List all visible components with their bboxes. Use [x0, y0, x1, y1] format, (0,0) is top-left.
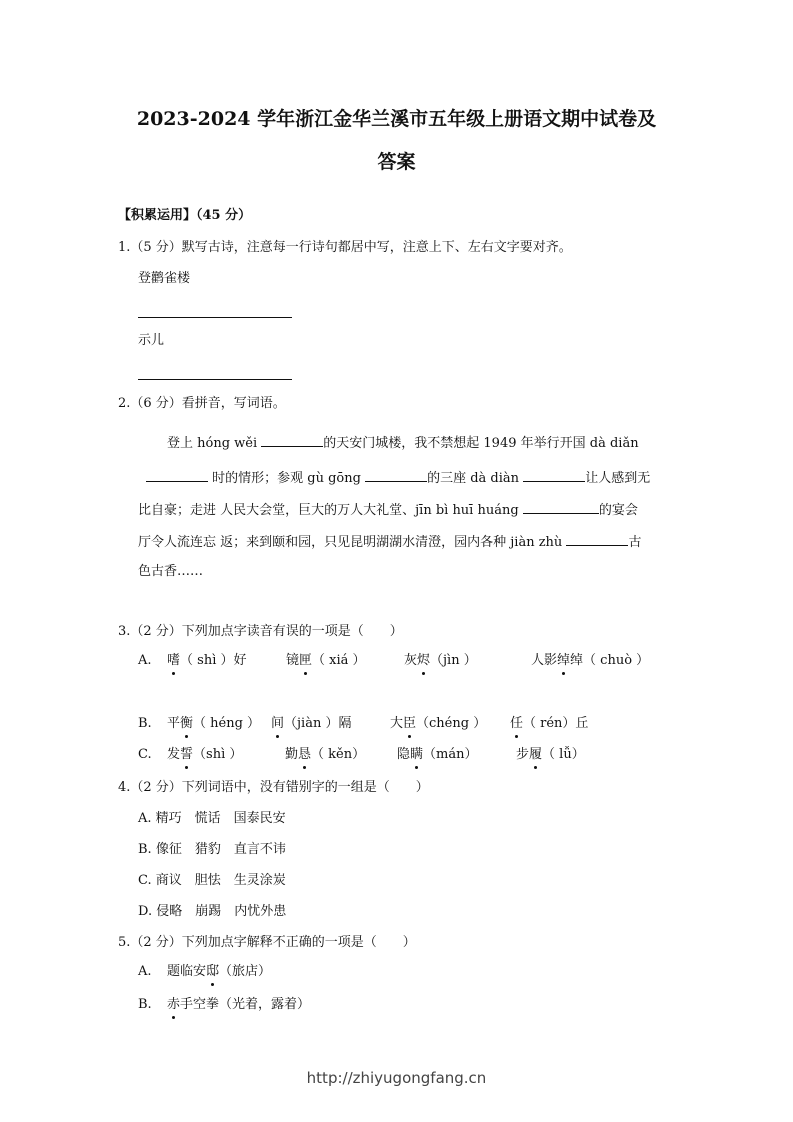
- option-c: C. 商议 胆怯 生灵涂炭: [138, 873, 286, 888]
- emphasized-char: 赤: [167, 997, 181, 1012]
- section-heading: 【积累运用】（45 分）: [118, 208, 252, 223]
- answer-line-2[interactable]: [138, 379, 292, 380]
- passage-text: 的三座 dà diàn: [427, 471, 520, 486]
- emphasized-char: 恳: [298, 747, 312, 762]
- emphasized-char: 邸: [206, 964, 220, 979]
- answer-blank[interactable]: [523, 499, 599, 514]
- passage-line-3: [138, 499, 638, 520]
- passage-text: 比自豪；走进 人民大会堂，巨大的万人大礼堂、jīn bì huī huáng: [138, 503, 519, 518]
- option-a: A. 精巧 慌话 国泰民安: [138, 811, 286, 826]
- passage-text: 的宴会: [598, 503, 638, 518]
- option-item: 步履（ lǚ）: [516, 747, 585, 762]
- answer-blank[interactable]: [365, 467, 427, 482]
- option-item: 间（jiàn ）隔: [271, 716, 352, 731]
- question-3-stem: 3.（2 分）下列加点字读音有误的一项是（ ）: [118, 624, 403, 639]
- option-label: B.: [138, 997, 152, 1012]
- option-label: A.: [138, 964, 152, 979]
- emphasized-char: 誓: [180, 747, 194, 762]
- option-item: 隐瞒（mán）: [397, 747, 478, 762]
- question-2-stem: 2.（6 分）看拼音，写词语。: [118, 396, 286, 411]
- option-label: C.: [138, 747, 152, 762]
- option-item: 发誓（shì ）: [167, 747, 243, 762]
- emphasized-char: 绰: [557, 653, 571, 668]
- emphasized-char: 任: [510, 716, 524, 731]
- question-4-stem: 4.（2 分）下列词语中，没有错别字的一组是（ ）: [118, 780, 429, 795]
- emphasized-char: 臣: [403, 716, 417, 731]
- emphasized-char: 烬: [417, 653, 431, 668]
- passage-text: 的天安门城楼，我不禁想起 1949 年举行开国 dà diǎn: [323, 436, 639, 451]
- option-label: A.: [138, 653, 152, 668]
- option-item: 赤手空拳（光着，露着）: [167, 997, 311, 1012]
- emphasized-char: 匣: [299, 653, 313, 668]
- question-5-stem: 5.（2 分）下列加点字解释不正确的一项是（ ）: [118, 935, 416, 950]
- page-title-continued: 答案: [377, 151, 416, 173]
- passage-text: 时的情形；参观 gù gōng: [212, 471, 361, 486]
- page-title: 2023-2024 学年浙江金华兰溪市五年级上册语文期中试卷及: [136, 108, 657, 130]
- poem-title-2: 示儿: [138, 333, 165, 348]
- option-item: 镜匣（ xiá ）: [286, 653, 366, 668]
- option-item: 题临安邸（旅店）: [167, 964, 272, 979]
- option-d: D. 侵略 崩踢 内忧外患: [138, 904, 287, 919]
- question-1-stem: 1.（5 分）默写古诗，注意每一行诗句都居中写，注意上下、左右文字要对齐。: [118, 240, 572, 255]
- passage-text: 厅令人流连忘 返；来到颐和园，只见昆明湖湖水清澄，园内各种 jiàn zhù: [138, 535, 563, 550]
- option-label: B.: [138, 716, 152, 731]
- passage-line-4: [138, 531, 641, 552]
- answer-line-1[interactable]: [138, 317, 292, 318]
- emphasized-char: 衡: [180, 716, 194, 731]
- poem-title-1: 登鹳雀楼: [138, 271, 191, 286]
- footer-url: http://zhiyugongfang.cn: [306, 1069, 487, 1087]
- emphasized-char: 履: [529, 747, 543, 762]
- option-item: 嗜（ shì ）好: [167, 653, 247, 668]
- option-item: 平衡（ héng ）: [167, 716, 261, 731]
- emphasized-char: 间: [271, 716, 285, 731]
- option-item: 任（ rén）丘: [510, 716, 589, 731]
- emphasized-char: 嗜: [167, 653, 181, 668]
- answer-blank[interactable]: [523, 467, 585, 482]
- emphasized-char: 瞒: [410, 747, 424, 762]
- option-item: 大臣（chéng ）: [390, 716, 487, 731]
- option-b: B. 像征 猎豹 直言不讳: [138, 842, 286, 857]
- passage-text: 古: [628, 535, 642, 550]
- option-item: 勤恳（ kěn）: [285, 747, 366, 762]
- passage-text: 让人感到无: [585, 471, 651, 486]
- passage-line-2: [146, 467, 650, 488]
- answer-blank[interactable]: [261, 432, 323, 447]
- passage-line-1: [167, 432, 639, 453]
- passage-line-5: 色古香……: [138, 564, 204, 579]
- answer-blank[interactable]: [566, 531, 628, 546]
- answer-blank[interactable]: [146, 467, 208, 482]
- option-item: 人影绰绰（ chuò ）: [531, 653, 650, 668]
- passage-text: 登上 hóng wěi: [167, 436, 258, 451]
- option-item: 灰烬（jìn ）: [404, 653, 477, 668]
